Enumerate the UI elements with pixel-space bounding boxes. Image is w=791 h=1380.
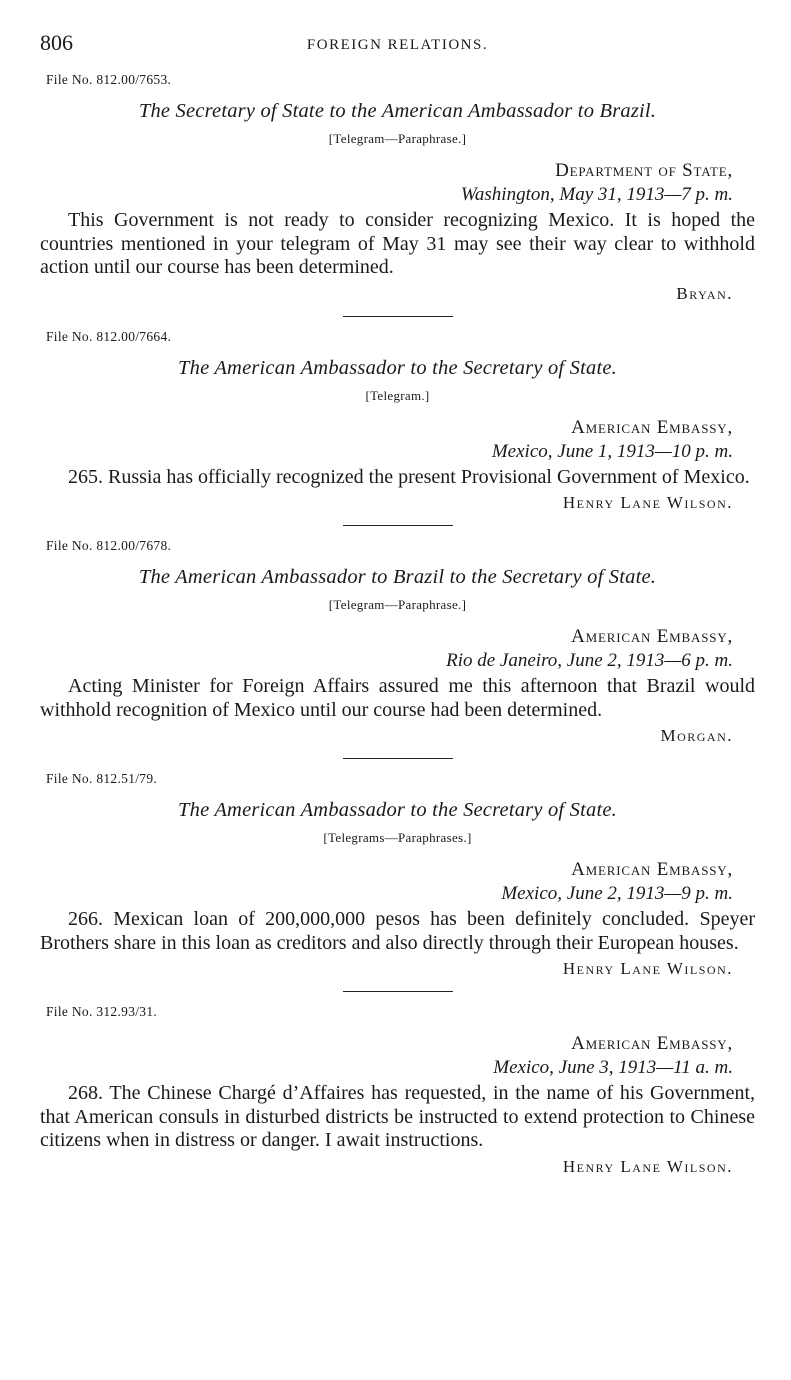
signature: Bryan. bbox=[676, 283, 733, 303]
dateline-place: American Embassy, bbox=[571, 626, 733, 647]
dateline-date: Mexico, June 3, 1913—11 a. m. bbox=[493, 1057, 733, 1078]
file-number: File No. 812.00/7678. bbox=[46, 538, 172, 553]
document-title: The Secretary of State to the American Ambassador to Brazil. bbox=[138, 100, 657, 122]
file-number: File No. 312.93/31. bbox=[46, 1004, 158, 1019]
dateline-place: Department of State, bbox=[555, 160, 733, 181]
file-number: File No. 812.00/7653. bbox=[46, 72, 172, 87]
dateline-date: Mexico, June 1, 1913—10 p. m. bbox=[491, 440, 733, 462]
dateline-date: Rio de Janeiro, June 2, 1913—6 p. m. bbox=[446, 650, 733, 671]
signature: Henry Lane Wilson. bbox=[562, 959, 733, 978]
section-divider bbox=[343, 316, 453, 317]
document-kind: [Telegrams—Paraphrases.] bbox=[323, 830, 472, 845]
dateline bbox=[40, 625, 755, 673]
telegram-body: 266. Mexican loan of 200,000,000 pesos has been definitely concluded. Speyer Brothers share in this loan as creditors and also directly through their European houses. bbox=[40, 908, 755, 954]
dateline-place: American Embassy, bbox=[571, 1033, 733, 1054]
signature: Henry Lane Wilson. bbox=[562, 493, 733, 512]
file-number: File No. 812.00/7664. bbox=[46, 328, 172, 344]
telegram-body: 265. Russia has officially recognized the present Provisional Government of Mexico. bbox=[68, 465, 750, 488]
dateline bbox=[40, 416, 755, 464]
dateline-place: American Embassy, bbox=[571, 859, 733, 880]
file-number: File No. 812.51/79. bbox=[46, 771, 158, 786]
dateline bbox=[40, 858, 755, 906]
dateline-place: American Embassy, bbox=[571, 416, 733, 438]
page-number: 806 bbox=[40, 30, 73, 55]
dateline bbox=[40, 159, 755, 207]
telegram-3 bbox=[40, 538, 755, 746]
document-kind: [Telegram—Paraphrase.] bbox=[328, 597, 467, 612]
dateline bbox=[40, 1032, 755, 1080]
document-kind: [Telegram—Paraphrase.] bbox=[328, 131, 467, 146]
section-divider bbox=[343, 991, 453, 992]
running-head: FOREIGN RELATIONS. bbox=[306, 37, 489, 53]
telegram-4 bbox=[40, 771, 755, 979]
document-kind: [Telegram.] bbox=[365, 387, 430, 403]
document-page bbox=[40, 28, 755, 1177]
signature: Morgan. bbox=[660, 726, 733, 745]
dateline-date: Washington, May 31, 1913—7 p. m. bbox=[460, 184, 733, 205]
document-title: The American Ambassador to Brazil to the Secretary of State. bbox=[138, 566, 657, 588]
telegram-1 bbox=[40, 72, 755, 304]
page-header bbox=[40, 28, 755, 62]
telegram-body: 268. The Chinese Chargé d’Affaires has requested, in the name of his Government, that American consuls in disturbed districts be instructed to extend protection to Chinese citizens when in distress or danger. I await instructions. bbox=[40, 1082, 755, 1151]
section-divider bbox=[343, 758, 453, 759]
telegram-5 bbox=[40, 1004, 755, 1177]
section-divider bbox=[343, 525, 453, 526]
dateline-date: Mexico, June 2, 1913—9 p. m. bbox=[501, 883, 733, 904]
document-title: The American Ambassador to the Secretary of State. bbox=[178, 356, 617, 379]
telegram-2 bbox=[40, 329, 755, 514]
telegram-body: Acting Minister for Foreign Affairs assured me this afternoon that Brazil would withhold recognition of Mexico until our course had been determined. bbox=[40, 675, 755, 721]
document-title: The American Ambassador to the Secretary of State. bbox=[178, 799, 617, 821]
signature: Henry Lane Wilson. bbox=[562, 1156, 733, 1176]
telegram-body: This Government is not ready to consider recognizing Mexico. It is hoped the countries mentioned in your telegram of May 31 may see their way clear to withhold action until our course has been determined. bbox=[40, 209, 755, 278]
